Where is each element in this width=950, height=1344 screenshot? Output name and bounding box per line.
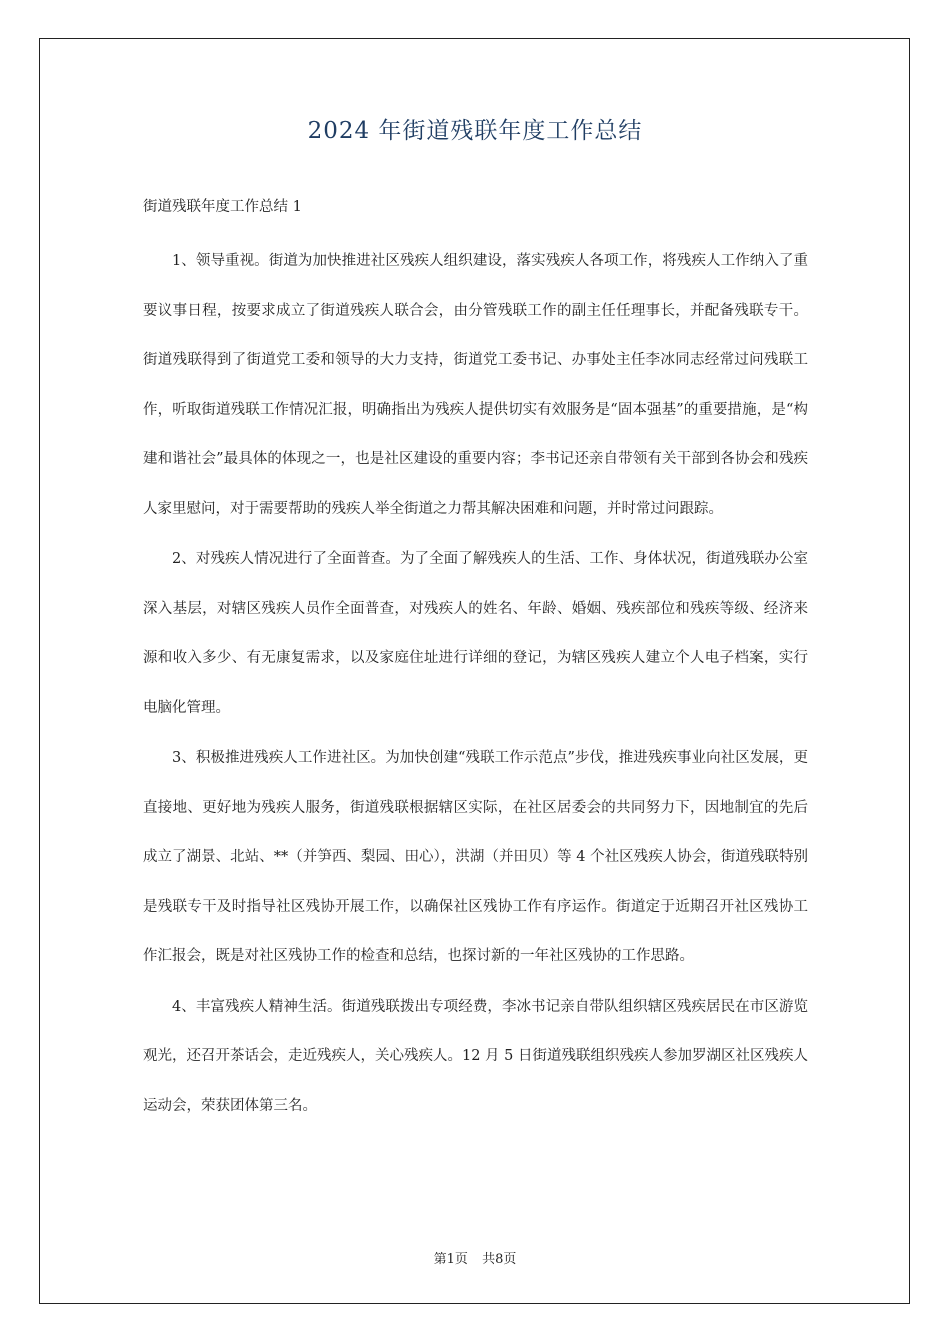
document-title: 2024 年街道残联年度工作总结 xyxy=(307,118,643,144)
page-number: 第1页 xyxy=(433,1252,468,1267)
section-subtitle: 街道残联年度工作总结 1 xyxy=(143,199,302,215)
page-total: 共8页 xyxy=(482,1252,517,1267)
paragraph-4: 4、丰富残疾人精神生活。街道残联拨出专项经费，李冰书记亲自带队组织辖区残疾居民在市区游览观光，还召开茶话会，走近残疾人，关心残疾人。12 月 5 日街道残联组织残疾人参加罗湖区社区残疾人运动会，荣获团体第三名。 xyxy=(143,998,808,1114)
paragraph-3: 3、积极推进残疾人工作进社区。为加快创建“残联工作示范点”步伐，推进残疾事业向社区发展，更直接地、更好地为残疾人服务，街道残联根据辖区实际，在社区居委会的共同努力下，因地制宜的先后成立了湖景、北站、**（并笋西、梨园、田心），洪湖（并田贝）等 4 个社区残疾人协会，街道残联特别是残联专干及时指导社区残协开展工作，以确保社区残协工作有序运作。街道定于近期召开社区残协工作汇报会，既是对社区残协工作的检查和总结，也探讨新的一年社区残协的工作思路。 xyxy=(143,750,808,964)
page-footer xyxy=(0,1248,950,1267)
paragraph-1: 1、领导重视。街道为加快推进社区残疾人组织建设，落实残疾人各项工作，将残疾人工作纳入了重要议事日程，按要求成立了街道残疾人联合会，由分管残联工作的副主任任理事长，并配备残联专干。街道残联得到了街道党工委和领导的大力支持，街道党工委书记、办事处主任李冰同志经常过问残联工作，听取街道残联工作情况汇报，明确指出为残疾人提供切实有效服务是“固本强基”的重要措施，是“构建和谐社会”最具体的体现之一，也是社区建设的重要内容；李书记还亲自带领有关干部到各协会和残疾人家里慰问，对于需要帮助的残疾人举全街道之力帮其解决困难和问题，并时常过问跟踪。 xyxy=(143,253,808,517)
document-body xyxy=(143,195,808,1132)
paragraph-2: 2、对残疾人情况进行了全面普查。为了全面了解残疾人的生活、工作、身体状况，街道残联办公室深入基层，对辖区残疾人员作全面普查，对残疾人的姓名、年龄、婚姻、残疾部位和残疾等级、经济来源和收入多少、有无康复需求，以及家庭住址进行详细的登记，为辖区残疾人建立个人电子档案，实行电脑化管理。 xyxy=(143,551,808,716)
